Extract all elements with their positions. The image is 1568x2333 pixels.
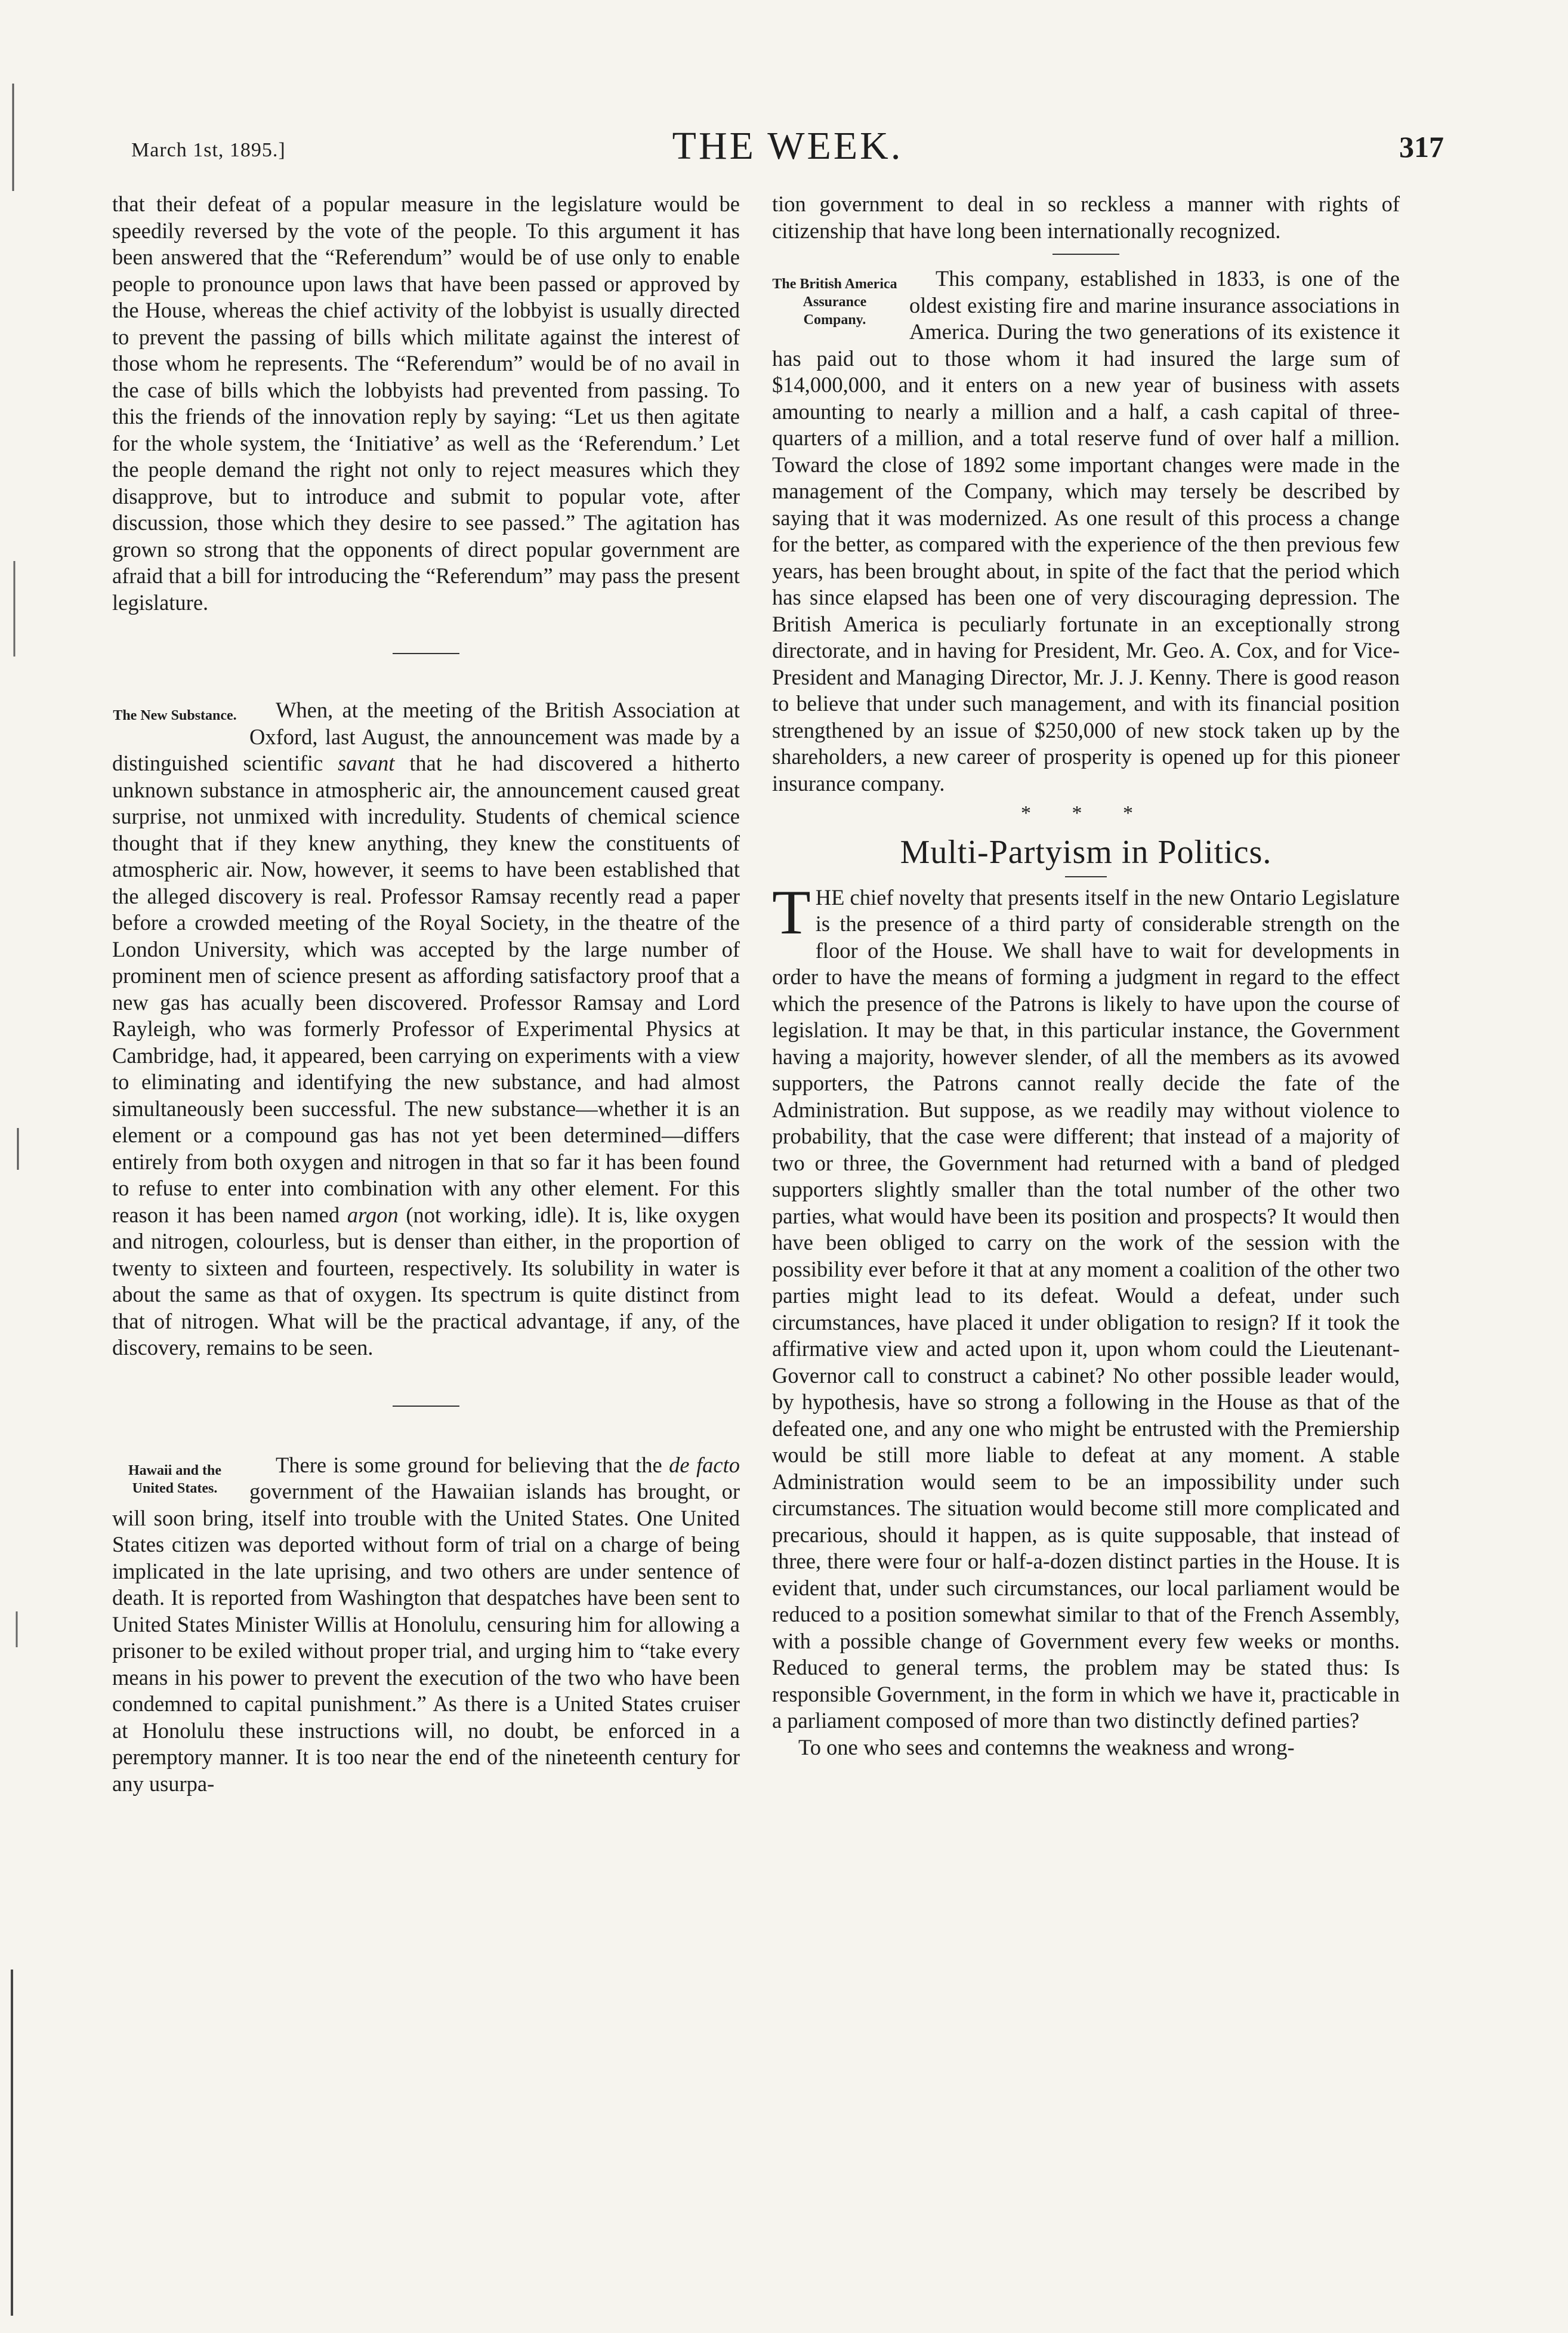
section-divider: [1052, 254, 1119, 255]
text-run: There is some ground for believing that the: [276, 1452, 669, 1477]
text-run: that he had discovered a hitherto unknown substance in atmospheric air, the announcement caused great surprise, not unmixed with incredulity. Students of chemical science thought that if they knew anything, they knew the constituents of atmospheric air. Now, however, it seems to have been established that the alleged discovery is real. Professor Ramsay recently read a paper before a crowded meeting of the Royal Society, in the theatre of the London University, which was accepted by the large number of prominent men of science present as affording satisfactory proof that a new gas has acually been discovered. Professor Ramsay and Lord Rayleigh, who was formerly Professor of Experimental Physics at Cambridge, had, it appeared, been carrying on experiments with a view to eliminating and identifying the new substance, and had almost simultaneously been successful. The new substance—whether it is an element or a compound gas has not yet been determined—differs entirely from both oxygen and nitrogen in that so far it has been found to refuse to enter into combination with any other element. For this reason it has been named: [112, 751, 740, 1227]
right-column: [772, 191, 1400, 1761]
section-divider: [393, 653, 459, 654]
sidenote-hawaii: Hawaii and the United States.: [128, 1462, 222, 1496]
text-run: (not working, idle). It is, like oxygen and nitrogen, colourless, but is denser than either, in the proportion of twenty to sixteen and fourteen, respectively. Its solubility in water is about the same as that of oxygen. Its spectrum is quite distinct from that of nitrogen. What will be the practical advantage, if any, of the discovery, remains to be seen.: [112, 1202, 740, 1360]
page-edge-marks: [0, 0, 24, 2333]
sidenote-new-substance: The New Substance.: [113, 708, 237, 723]
multi-partyism-article: [772, 884, 1400, 1761]
page-number: 317: [1399, 130, 1444, 164]
insurance-section: [772, 266, 1400, 797]
referendum-paragraph: that their defeat of a popular measure in the legislature would be speedily reversed by the vote of the people. To this argument it has been answered that the “Referendum” would be of use only to enable people to pronounce upon laws that have been passed or approved by the House, whereas the chief activity of the lobbyist is usually directed to prevent the passing of bills which militate against the interest of those whom he represents. The “Referendum” would be of no avail in the case of bills which the lobbyists had prevented from passing. To this the friends of the innovation reply by saying: “Let us then agitate for the whole system, the ‘Initiative’ as well as the ‘Referendum.’ Let the people demand the right not only to reject measures which they disapprove, but to introduce and submit to popular vote, after discussion, those which they desire to see passed.” The agitation has grown so strong that the opponents of direct popular government are afraid that a bill for introducing the “Referendum” may pass the present legislature.: [112, 192, 740, 615]
italic-de-facto: de facto: [669, 1452, 740, 1477]
section-divider: [393, 1406, 459, 1407]
left-column: [112, 191, 740, 1797]
page-header: [131, 122, 1444, 176]
title-rule: [1065, 876, 1107, 877]
masthead-title: THE WEEK.: [672, 124, 903, 168]
article-title: Multi-Partyism in Politics.: [900, 833, 1272, 871]
sidenote-insurance: The British America Assurance Company.: [772, 276, 897, 328]
new-substance-paragraph: [112, 697, 740, 1361]
hawaii-paragraph: [112, 1452, 740, 1798]
hawaii-continuation: tion government to deal in so reckless a manner with rights of citizenship that have long been internationally recognized.: [772, 192, 1400, 243]
insurance-paragraph: This company, established in 1833, is one of the oldest existing fire and marine insurance associations in America. During the two generations of its existence it has paid out to those whom it had insured the large sum of $14,000,000, and it enters on a new year of business with assets amounting to nearly a million and a half, a cash capital of three-quarters of a million, and a total reserve fund of over half a million. Toward the close of 1892 some important changes were made in the management of the Company, which may tersely be described by saying that it was modernized. As one result of this process a change for the better, as compared with the experience of the then previous few years, has been brought about, in spite of the fact that the period which has since elapsed has been one of very discouraging depression. The British America is peculiarly fortunate in an exceptionally strong directorate, and in having for President, Mr. Geo. A. Cox, and for Vice-President and Managing Director, Mr. J. J. Kenny. There is good reason to believe that under such management, and with its financial position strengthened by an issue of $250,000 of new stock taken up by the shareholders, a new career of prosperity is opened up for this pioneer insurance company.: [772, 266, 1400, 796]
issue-date: March 1st, 1895.]: [131, 139, 286, 161]
new-substance-section: [112, 697, 740, 1361]
article-last-paragraph: To one who sees and contemns the weakness and wrong-: [798, 1734, 1295, 1759]
hawaii-section: [112, 1452, 740, 1798]
text-run: government of the Hawaiian islands has brought, or will soon bring, itself into trouble with the United States. One United States citizen was deported without form of trial on a charge of being implicated in the late uprising, and two others are under sentence of death. It is reported from Washington that despatches have been sent to United States Minister Willis at Honolulu, censuring him for allowing a prisoner to be exiled without proper trial, and urging him to “take every means in his power to prevent the execution of the two who have been condemned to capital punishment.” As there is a United States cruiser at Honolulu these instructions will, no doubt, be enforced in a peremptory manner. It is too near the end of the nineteenth century for any usurpa-: [112, 1479, 740, 1796]
italic-argon: argon: [347, 1202, 399, 1227]
text-run: When, at the meeting of the British Association at Oxford, last August, the announcement was made by a distinguished scientific: [112, 698, 740, 775]
ornament-stars: * * *: [1021, 802, 1151, 824]
drop-cap: T: [772, 884, 811, 947]
article-body: HE chief novelty that presents itself in the new Ontario Legislature is the presence of a third party of considerable strength on the floor of the House. We shall have to wait for developments in order to have the means of forming a judgment in regard to the effect which the presence of the Patrons is likely to have upon the course of legislation. It may be that, in this particular instance, the Government having a majority, however slender, of all the members as its avowed supporters, the Patrons cannot really decide the fate of the Administration. But suppose, as we readily may without violence to probability, that the case were different; that instead of a majority of two or three, the Government had returned with a band of pledged supporters slightly smaller than the total number of the other two parties, what would have been its position and prospects? It would then have been obliged to carry on the work of the session with the possibility ever before it that at any moment a coalition of the other two parties might lead to its defeat. Would a defeat, under such circumstances, have placed it under obligation to resign? If it took the affirmative view and acted upon it, upon whom could the Lieutenant-Governor call to construct a cabinet? No other possible leader would, by hypothesis, have so strong a following in the House as that of the defeated one, and any one who might be entrusted with the Premiership would be still more liable to defeat at any moment. A stable Administration would seem to be an impossibility under such circumstances. The situation would become still more complicated and precarious, should it happen, as is quite supposable, that instead of three, there were four or half-a-dozen distinct parties in the House. It is evident that, under such circumstances, our local parliament would be reduced to a position somewhat similar to that of the French Assembly, with a possible change of Government every few weeks or months. Reduced to general terms, the problem may be stated thus: Is responsible Government, in the form in which we have it, practicable in a parliament composed of more than two distinctly defined parties?: [772, 884, 1400, 1733]
italic-savant: savant: [338, 751, 395, 775]
